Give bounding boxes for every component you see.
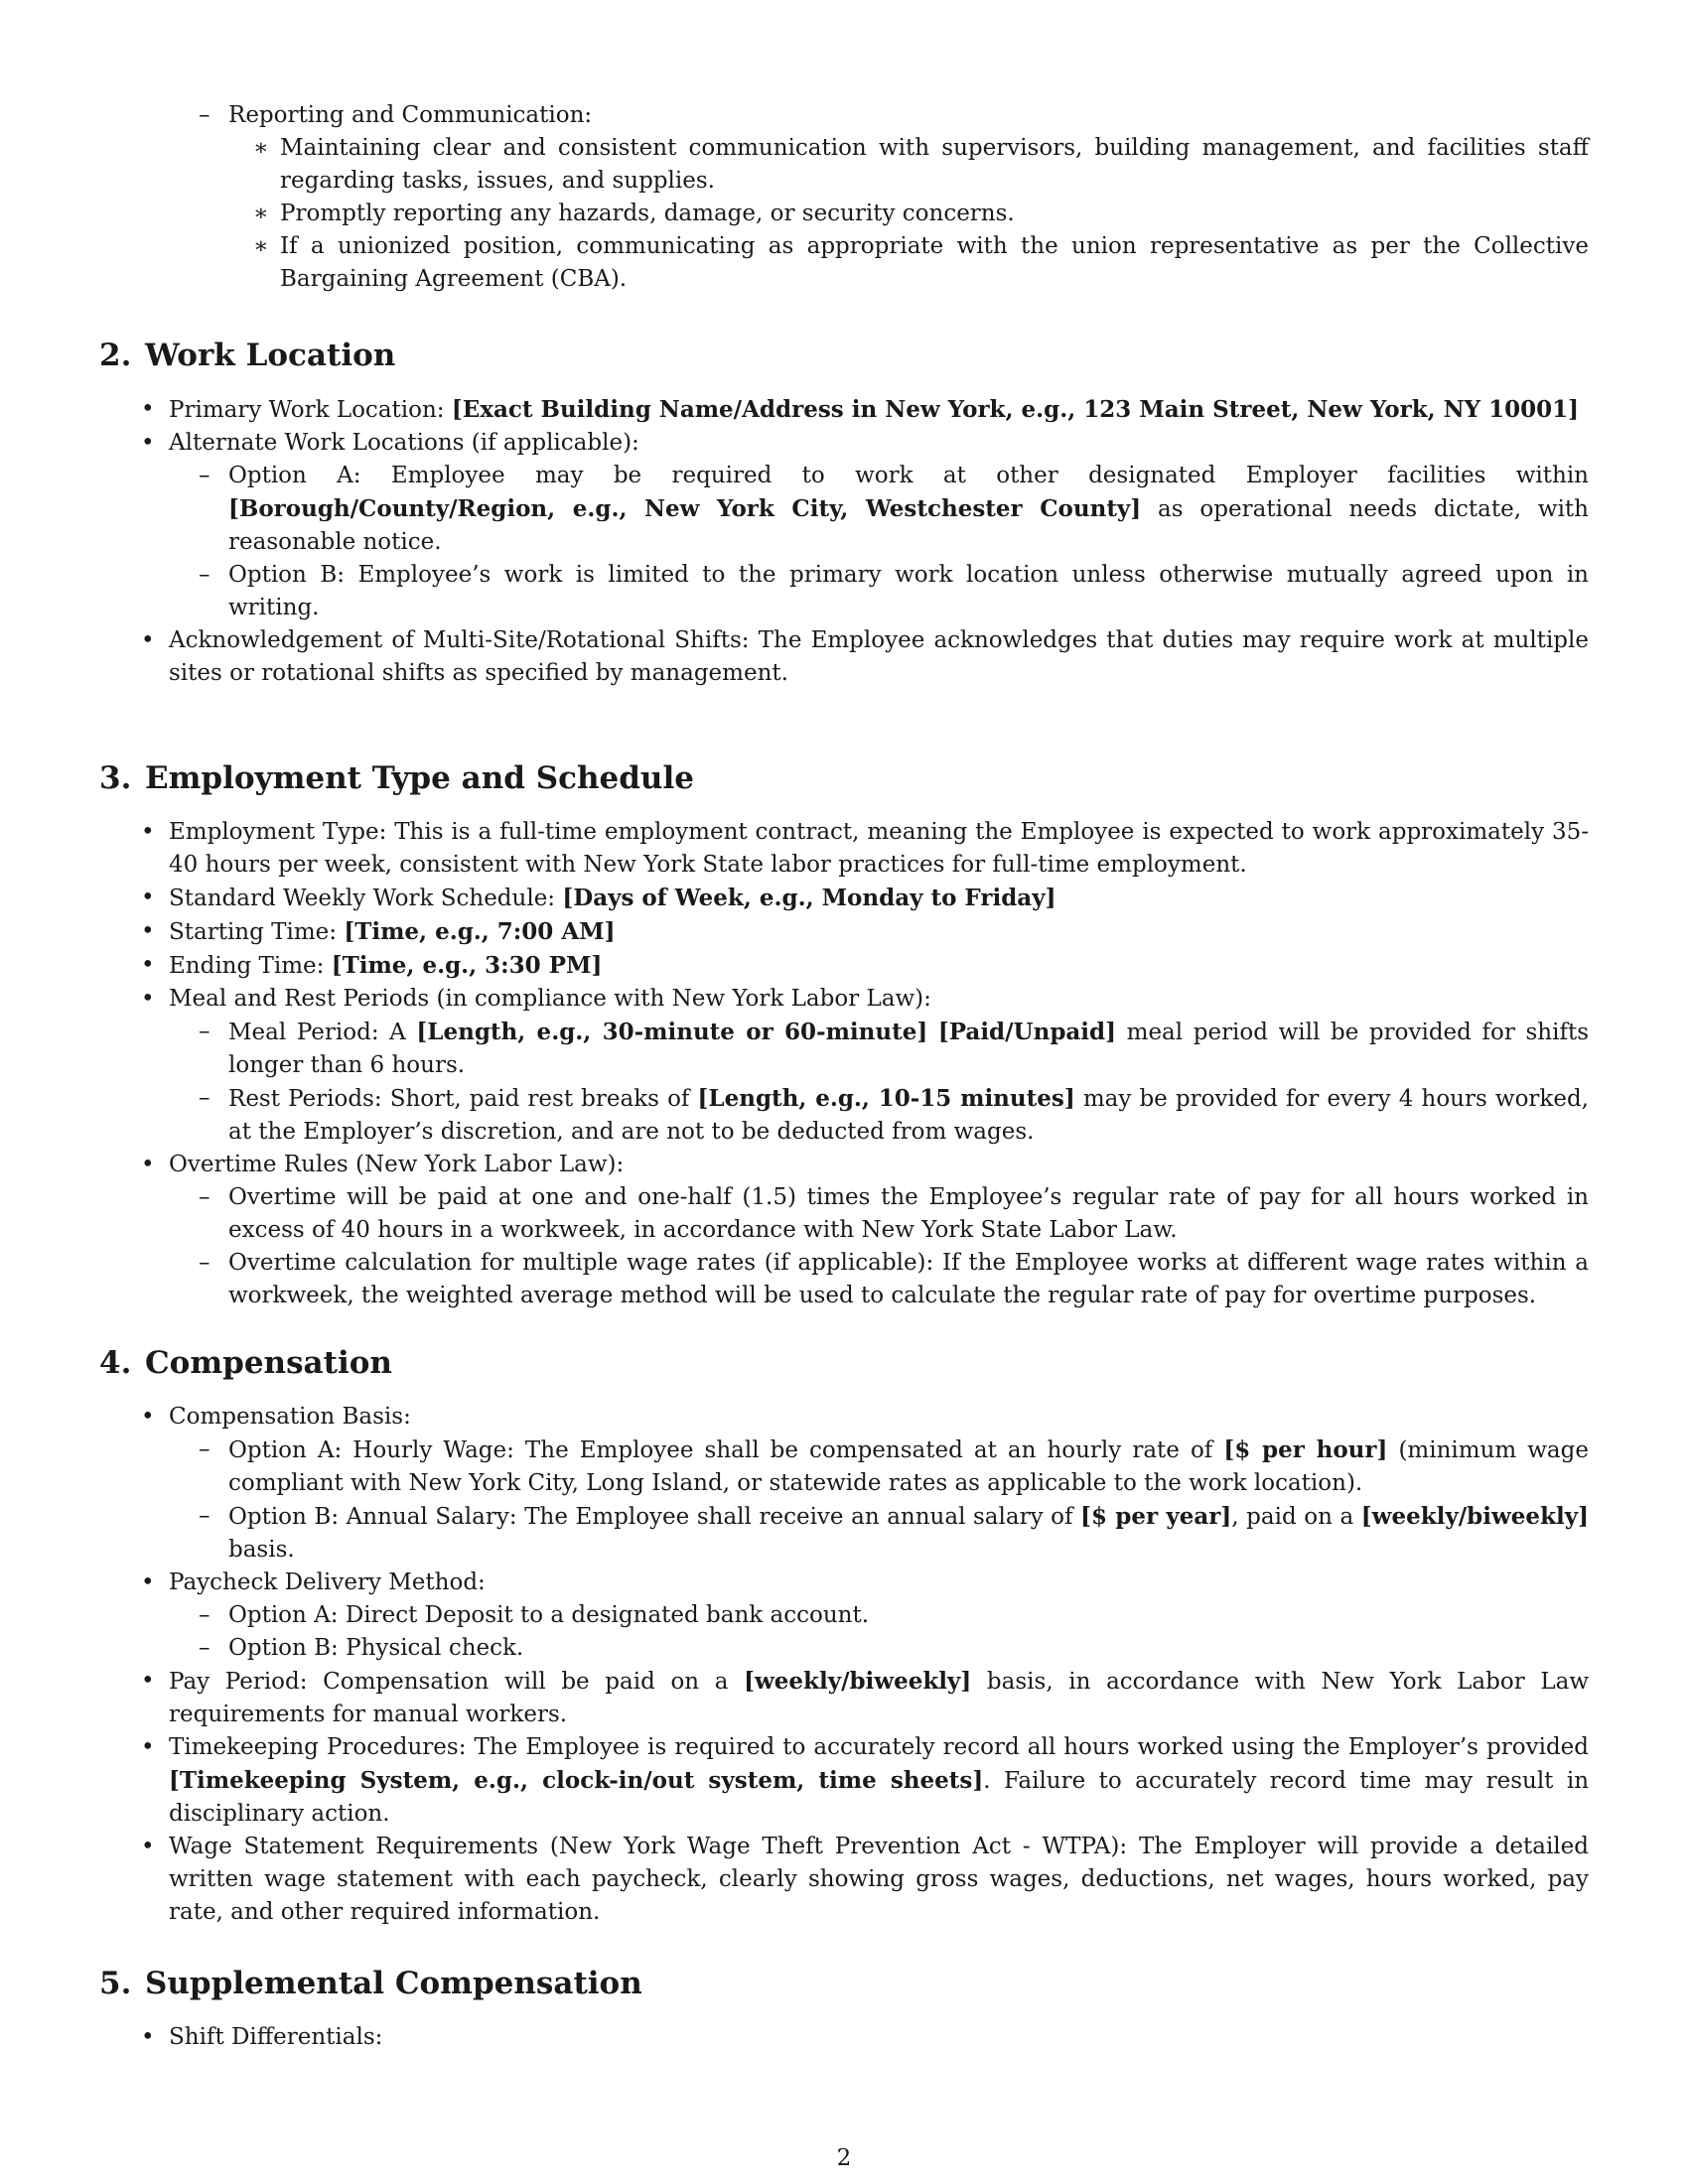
list-item: • Employment Type: This is a full-time employment contract, meaning the Employee is expected to work approximately 35-40 hours per week, consistent with New York State labor practices for full-time employment. [99, 816, 1589, 882]
list-item: – Reporting and Communication: [99, 99, 1589, 132]
list-item: • Starting Time: [Time, e.g., 7:00 AM] [99, 915, 1589, 949]
supplemental-compensation-block [99, 2021, 1589, 2054]
list-item: • Pay Period: Compensation will be paid on a [weekly/biweekly] basis, in accordance with New York Labor Law requirements for manual workers. [99, 1665, 1589, 1731]
list-item: • Wage Statement Requirements (New York Wage Theft Prevention Act - WTPA): The Employer will provide a detailed written wage statement with each paycheck, clearly showing gross wages, deductions, net wages, hours worked, pay rate, and other required information. [99, 1831, 1589, 1929]
list-item: – Option B: Employee’s work is limited to the primary work location unless otherwise mutually agreed upon in writing. [99, 559, 1589, 624]
list-item: • Alternate Work Locations (if applicable): [99, 427, 1589, 460]
list-item: • Primary Work Location: [Exact Building Name/Address in New York, e.g., 123 Main Street, New York, NY 10001] [99, 393, 1589, 427]
list-item: • Compensation Basis: [99, 1401, 1589, 1433]
list-item: – Overtime will be paid at one and one-half (1.5) times the Employee’s regular rate of pay for all hours worked in excess of 40 hours in a workweek, in accordance with New York State Labor Law. [99, 1181, 1589, 1247]
list-item: • Ending Time: [Time, e.g., 3:30 PM] [99, 949, 1589, 983]
section-heading-supplemental-compensation: 5. Supplemental Compensation [99, 1966, 642, 2001]
list-item: – Overtime calculation for multiple wage rates (if applicable): If the Employee works at different wage rates within a workweek, the weighted average method will be used to calculate the regular rate of pay for overtime purposes. [99, 1247, 1589, 1312]
section-heading-compensation: 4. Compensation [99, 1345, 392, 1381]
list-item: – Option A: Employee may be required to work at other designated Employer facilities within [Borough/County/Region, e.g., New York City, Westchester County] as operational needs dictate, with reasonable notice. [99, 460, 1589, 559]
employment-type-block [99, 816, 1589, 1312]
work-location-block [99, 393, 1589, 690]
reporting-communication-block [99, 99, 1589, 296]
list-item: – Option A: Hourly Wage: The Employee shall be compensated at an hourly rate of [$ per hour] (minimum wage compliant with New York City, Long Island, or statewide rates as applicable to the work location). [99, 1433, 1589, 1500]
list-item: ∗ If a unionized position, communicating as appropriate with the union representative as per the Collective Bargaining Agreement (CBA). [99, 230, 1589, 296]
list-item: – Option B: Annual Salary: The Employee shall receive an annual salary of [$ per year], paid on a [weekly/biweekly] basis. [99, 1500, 1589, 1567]
page-number: 2 [836, 2145, 852, 2171]
list-item: • Standard Weekly Work Schedule: [Days of Week, e.g., Monday to Friday] [99, 882, 1589, 915]
compensation-block [99, 1401, 1589, 1929]
list-item: – Option A: Direct Deposit to a designated bank account. [99, 1599, 1589, 1632]
section-heading-work-location: 2. Work Location [99, 338, 396, 373]
section-heading-employment-type: 3. Employment Type and Schedule [99, 760, 694, 796]
list-item: • Meal and Rest Periods (in compliance with New York Labor Law): [99, 983, 1589, 1016]
list-item: – Rest Periods: Short, paid rest breaks of [Length, e.g., 10-15 minutes] may be provided for every 4 hours worked, at the Employer’s discretion, and are not to be deducted from wages. [99, 1082, 1589, 1149]
list-item: • Overtime Rules (New York Labor Law): [99, 1149, 1589, 1181]
list-item: ∗ Promptly reporting any hazards, damage, or security concerns. [99, 198, 1589, 230]
list-item: • Timekeeping Procedures: The Employee is required to accurately record all hours worked using the Employer’s provided [Timekeeping System, e.g., clock-in/out system, time sheets]. Failure to accurately record time may result in disciplinary action. [99, 1731, 1589, 1831]
list-item: – Meal Period: A [Length, e.g., 30-minute or 60-minute] [Paid/Unpaid] meal period will be provided for shifts longer than 6 hours. [99, 1016, 1589, 1082]
list-item: – Option B: Physical check. [99, 1632, 1589, 1665]
list-item: ∗ Maintaining clear and consistent communication with supervisors, building management, and facilities staff regarding tasks, issues, and supplies. [99, 132, 1589, 198]
list-item: • Acknowledgement of Multi-Site/Rotational Shifts: The Employee acknowledges that duties may require work at multiple sites or rotational shifts as specified by management. [99, 624, 1589, 690]
list-item: • Paycheck Delivery Method: [99, 1567, 1589, 1599]
list-item: • Shift Differentials: [99, 2021, 1589, 2054]
